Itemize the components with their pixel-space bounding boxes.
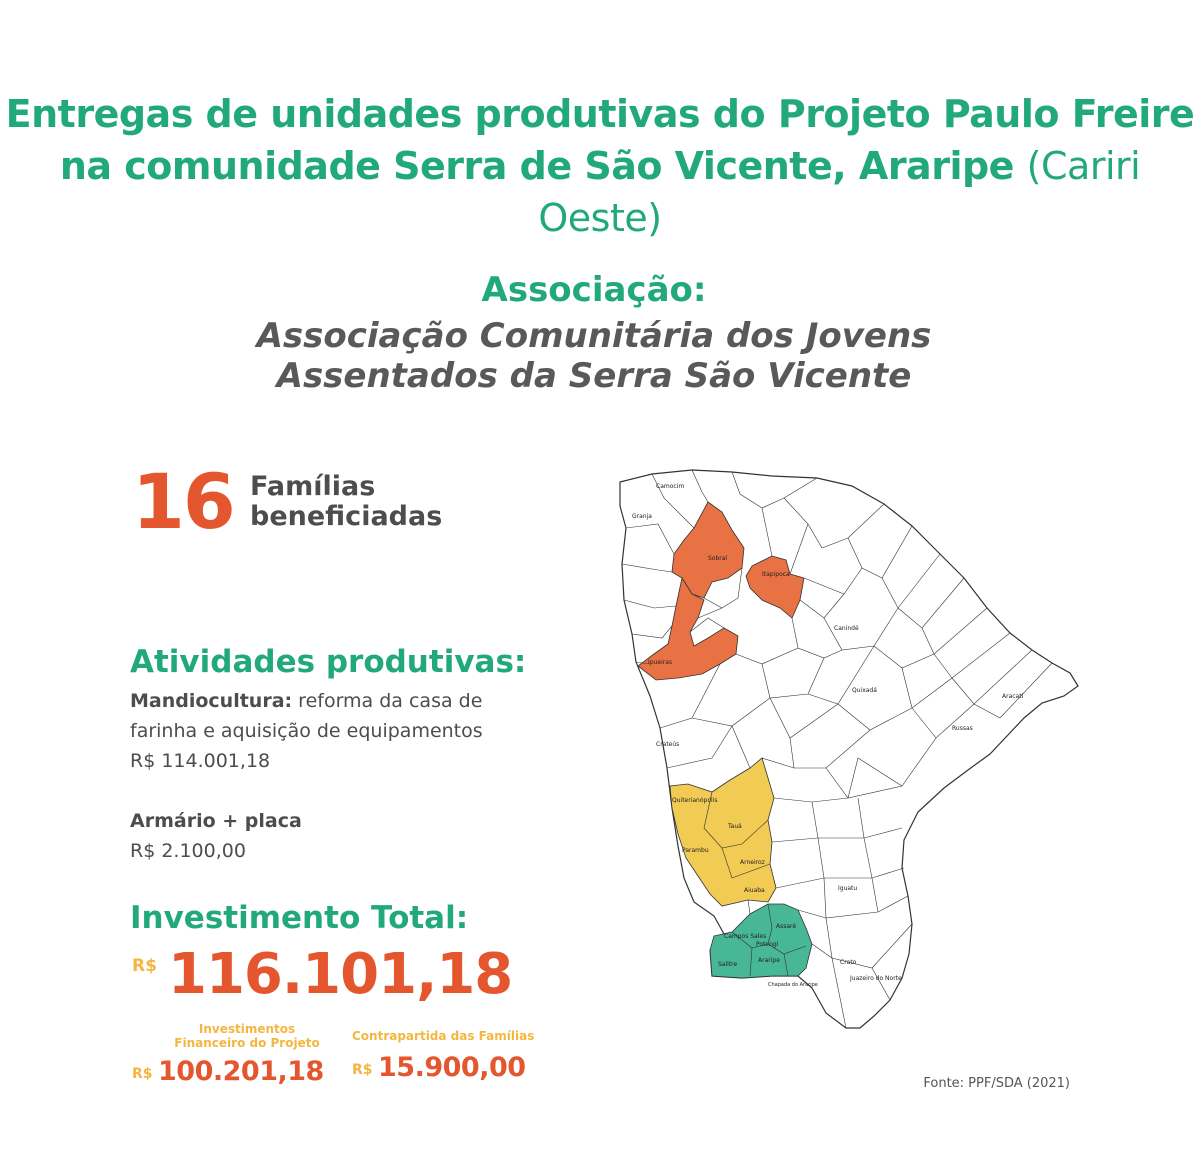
map-label-sobral: Sobral: [708, 555, 728, 562]
association-name-line1: Associação Comunitária dos Jovens: [256, 316, 932, 356]
activity-item: [130, 806, 540, 866]
project-investment-caption: [154, 1022, 340, 1050]
project-caption-line1: Investimentos: [198, 1022, 296, 1036]
families-contribution-amount: [352, 1050, 552, 1086]
map-label-potengi: Potengi: [756, 941, 779, 948]
map-label-chapada: Chapada do Araripe: [768, 982, 818, 988]
map-label-russas: Russas: [952, 725, 973, 732]
total-value: 116.101,18: [168, 942, 513, 1007]
map-label-camocim: Camocim: [656, 483, 685, 490]
map-label-parambu: Parambu: [682, 847, 709, 854]
map-label-campos-sales: Campos Sales: [724, 933, 767, 940]
activity-description: reforma da casa de farinha e aquisição de equipamentos: [130, 690, 483, 742]
map-label-caninde: Canindé: [834, 625, 859, 632]
map-label-salitre: Salitre: [718, 961, 738, 968]
families-label: [250, 472, 510, 532]
map-label-iguatu: Iguatu: [838, 885, 858, 892]
map-label-itapipoca: Itapipoca: [762, 571, 790, 578]
families-label-line1: Famílias: [250, 471, 376, 502]
activity-name: Mandiocultura:: [130, 690, 293, 712]
families-currency: R$: [352, 1062, 373, 1078]
map-label-crateus: Crateús: [656, 741, 680, 748]
ceara-map: [612, 468, 1082, 1038]
map-label-aiuaba: Aiuaba: [744, 887, 765, 894]
page-title: [0, 88, 1200, 244]
association-name: [0, 316, 1188, 396]
map-label-crato: Crato: [840, 959, 857, 966]
map-label-quiterianopolis: Quiterianópolis: [672, 797, 718, 804]
total-currency: R$: [132, 956, 157, 976]
activity-value: R$ 2.100,00: [130, 840, 246, 862]
activities-title: Atividades produtivas:: [130, 644, 527, 680]
activity-name: Armário + placa: [130, 810, 302, 832]
source-note: Fonte: PPF/SDA (2021): [923, 1076, 1070, 1091]
activity-text: [130, 686, 540, 746]
project-currency: R$: [132, 1066, 153, 1082]
project-value: 100.201,18: [158, 1056, 324, 1087]
map-label-araripe: Araripe: [758, 957, 780, 964]
families-label-line2: beneficiadas: [250, 501, 443, 532]
families-contribution: [352, 1022, 552, 1086]
map-label-quixada: Quixadá: [852, 687, 877, 694]
project-caption-line2: Financeiro do Projeto: [174, 1036, 320, 1050]
families-contribution-caption: Contrapartida das Famílias: [352, 1029, 535, 1043]
map-label-taua: Tauá: [728, 823, 742, 830]
association-name-line2: Assentados da Serra São Vicente: [276, 356, 912, 396]
project-investment-amount: [132, 1054, 347, 1090]
families-count: 16: [132, 457, 234, 546]
map-label-juazeiro: Juazeiro do Norte: [850, 975, 902, 982]
activity-value: R$ 114.001,18: [130, 750, 271, 772]
project-investment: [132, 1022, 347, 1090]
association-label: Associação:: [481, 270, 707, 310]
map-label-assare: Assaré: [776, 923, 797, 930]
map-label-arneiroz: Arneiroz: [740, 859, 765, 866]
title-region: (Cariri Oeste): [538, 144, 1141, 240]
map-label-aracati: Aracati: [1002, 693, 1024, 700]
map-label-granja: Granja: [632, 513, 652, 520]
title-main: Entregas de unidades produtivas do Projeto Paulo Freire na comunidade Serra de São Vicente, Araripe: [5, 92, 1195, 188]
families-value: 15.900,00: [378, 1052, 526, 1083]
investment-title: Investimento Total:: [130, 900, 469, 936]
activity-item: [130, 686, 540, 776]
map-label-ipueiras: Ipueiras: [648, 659, 673, 666]
